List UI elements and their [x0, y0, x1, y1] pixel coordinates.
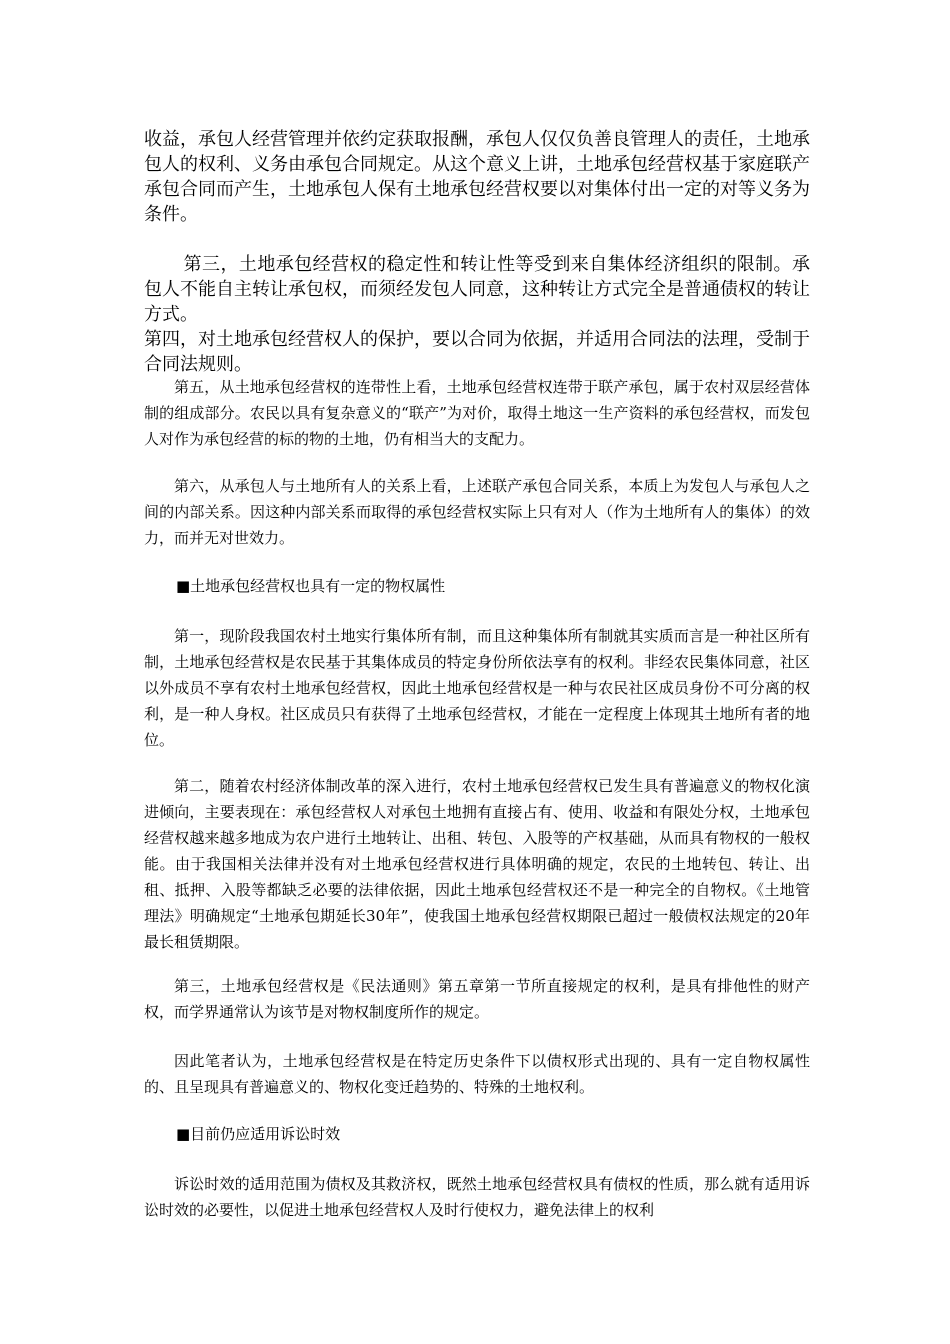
- paragraph-third-restriction: 第三，土地承包经营权的稳定性和转让性等受到来自集体经济组织的限制。承包人不能自主转让承包权，而须经发包人同意，这种转让方式完全是普通债权的转让方式。: [144, 254, 810, 325]
- paragraph-limitation-scope: 诉讼时效的适用范围为债权及其救济权，既然土地承包经营权具有债权的性质，那么就有适用诉讼时效的必要性，以促进土地承包经营权人及时行使权力，避免法律上的权利: [144, 1175, 810, 1219]
- section-heading-limitation: ■目前仍应适用诉讼时效: [176, 1125, 341, 1143]
- section-heading-property-right: ■土地承包经营权也具有一定的物权属性: [176, 577, 446, 595]
- paragraph-fourth-protection: 第四，对土地承包经营权人的保护，要以合同为依据，并适用合同法的法理，受制于合同法规则。: [144, 329, 810, 375]
- paragraph-fifth-joint: 第五，从土地承包经营权的连带性上看，土地承包经营权连带于联产承包，属于农村双层经营体制的组成部分。农民以具有复杂意义的“联产”为对价，取得土地这一生产资料的承包经营权，而发包人对作为承包经营的标的物的土地，仍有相当大的支配力。: [144, 378, 810, 448]
- paragraph-first-collective: 第一，现阶段我国农村土地实行集体所有制，而且这种集体所有制就其实质而言是一种社区所有制，土地承包经营权是农民基于其集体成员的特定身份所依法享有的权利。非经农民集体同意，社区以外成员不享有农村土地承包经营权，因此土地承包经营权是一种与农民社区成员身份不可分离的权利，是一种人身权。社区成员只有获得了土地承包经营权，才能在一定程度上体现其土地所有者的地位。: [144, 627, 810, 749]
- paragraph-third-civil-law: 第三，土地承包经营权是《民法通则》第五章第一节所直接规定的权利，是具有排他性的财产权，而学界通常认为该节是对物权制度所作的规定。: [144, 977, 810, 1021]
- paragraph-conclusion: 因此笔者认为，土地承包经营权是在特定历史条件下以债权形式出现的、具有一定自物权属性的、且呈现具有普遍意义的、物权化变迁趋势的、特殊的土地权利。: [144, 1052, 810, 1096]
- paragraph-second-reform: 第二，随着农村经济体制改革的深入进行，农村土地承包经营权已发生具有普遍意义的物权化演进倾向，主要表现在：承包经营权人对承包土地拥有直接占有、使用、收益和有限处分权，土地承包经营权越来越多地成为农户进行土地转让、出租、转包、入股等的产权基础，从而具有物权的一般权能。由于我国相关法律并没有对土地承包经营权进行具体明确的规定，农民的土地转包、转让、出租、抵押、入股等都缺乏必要的法律依据，因此土地承包经营权还不是一种完全的自物权。《土地管理法》明确规定“土地承包期延长30年”，使我国土地承包经营权期限已超过一般债权法规定的20年最长租赁期限。: [144, 777, 810, 951]
- paragraph-contract-obligations: 收益，承包人经营管理并依约定获取报酬，承包人仅仅负善良管理人的责任，土地承包人的权利、义务由承包合同规定。从这个意义上讲，土地承包经营权基于家庭联产承包合同而产生，土地承包人保有土地承包经营权要以对集体付出一定的对等义务为条件。: [144, 129, 810, 225]
- paragraph-sixth-relationship: 第六，从承包人与土地所有人的关系上看，上述联产承包合同关系，本质上为发包人与承包人之间的内部关系。因这种内部关系而取得的承包经营权实际上只有对人（作为土地所有人的集体）的效力，而并无对世效力。: [144, 477, 810, 547]
